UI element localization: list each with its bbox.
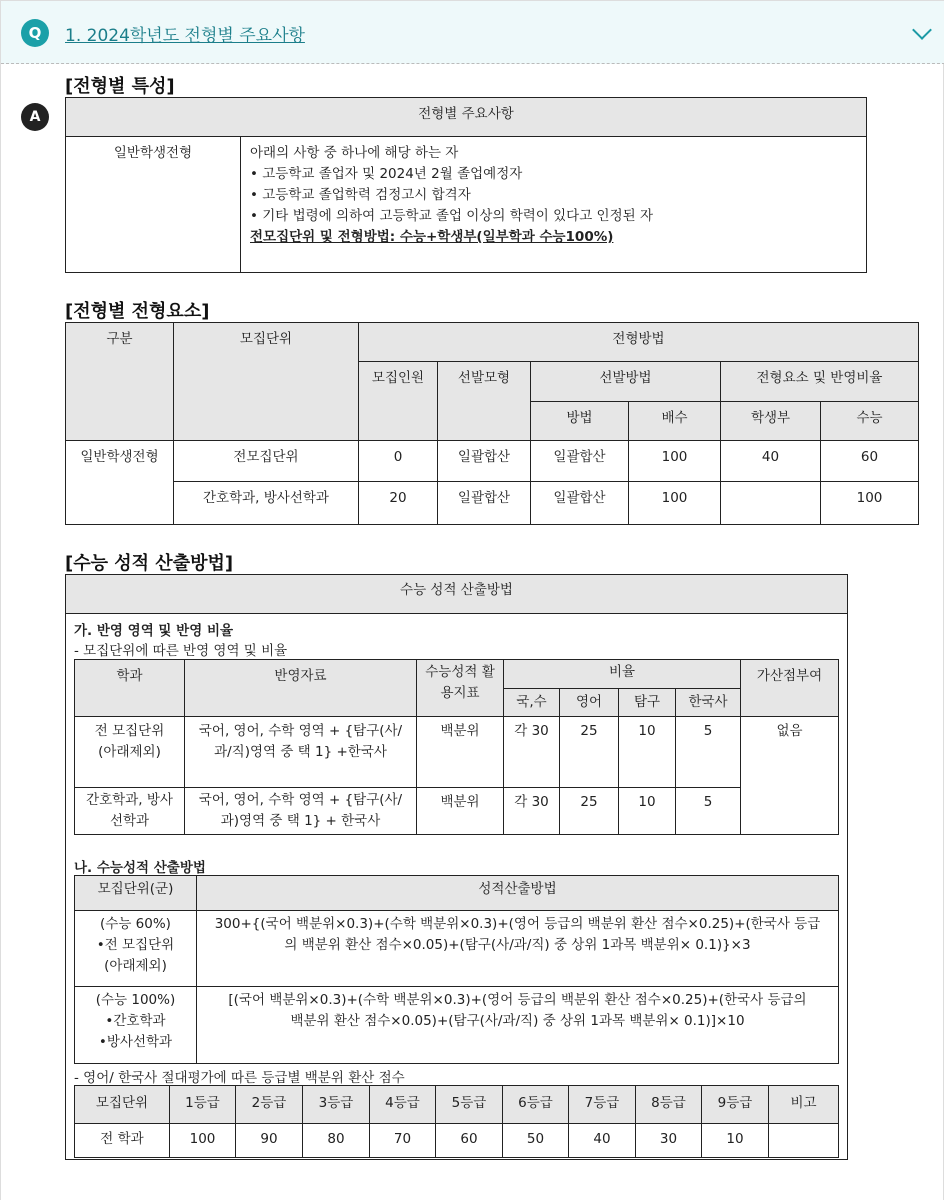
cell: 간호학과, 방사선학과 <box>174 482 359 525</box>
cell: 없음 <box>741 717 839 835</box>
header-cell: 전형방법 <box>359 323 919 362</box>
header-cell: 전형요소 및 반영비율 <box>721 362 919 402</box>
cell: 10 <box>619 788 676 835</box>
cell: 50 <box>503 1124 569 1158</box>
cell: 백분위 <box>417 717 504 788</box>
cell <box>769 1124 839 1158</box>
table-row <box>75 788 839 835</box>
header-cell: 선발모형 <box>438 362 531 441</box>
header-cell: 탐구 <box>619 689 676 717</box>
subsection-title: 나. 수능성적 산출방법 <box>74 860 206 876</box>
header-cell: 8등급 <box>636 1086 702 1124</box>
cell: 100 <box>629 441 721 482</box>
cell: 국어, 영어, 수학 영역 + {탐구(사/과/직)영역 중 택 1} +한국사 <box>185 717 417 788</box>
cell: 백분위 <box>417 788 504 835</box>
cell: 100 <box>629 482 721 525</box>
requirement-line: 아래의 사항 중 하나에 해당 하는 자 <box>250 145 459 161</box>
section-heading: [전형별 전형요소] <box>65 301 210 322</box>
header-cell: 수능 <box>821 402 919 441</box>
cell: 5 <box>676 788 741 835</box>
header-cell: 비율 <box>504 660 741 689</box>
cell: 전 모집단위 (아래제외) <box>75 717 185 788</box>
table-row <box>75 911 839 987</box>
header-cell: 1등급 <box>170 1086 236 1124</box>
selection-elements-table <box>65 322 919 525</box>
header-cell: 학생부 <box>721 402 821 441</box>
question-title-link[interactable]: 1. 2024학년도 전형별 주요사항 <box>65 26 305 46</box>
header-cell: 비고 <box>769 1086 839 1124</box>
section-heading: [전형별 특성] <box>65 76 175 97</box>
subsection-title: 가. 반영 영역 및 반영 비율 <box>74 623 234 639</box>
cell: 5 <box>676 717 741 788</box>
table-header: 전형별 주요사항 <box>66 98 867 137</box>
cell <box>721 482 821 525</box>
cell: 일괄합산 <box>438 482 531 525</box>
formula-cell: 300+{(국어 백분위×0.3)+(수학 백분위×0.3)+(영어 등급의 백분위 환산 점수×0.25)+(한국사 등급의 백분위 환산 점수×0.05)+(탐구(사/과/직) 중 상위 1과목 백분위× 0.1)}×3 <box>197 911 839 987</box>
section-heading: [수능 성적 산출방법] <box>65 553 234 574</box>
cell: 일괄합산 <box>531 482 629 525</box>
question-header[interactable] <box>1 0 944 64</box>
header-cell: 모집단위(군) <box>75 876 197 911</box>
cell: 100 <box>821 482 919 525</box>
cell: 일괄합산 <box>531 441 629 482</box>
header-cell: 선발방법 <box>531 362 721 402</box>
header-cell: 한국사 <box>676 689 741 717</box>
header-cell: 모집인원 <box>359 362 438 441</box>
header-cell: 2등급 <box>236 1086 303 1124</box>
cell: 0 <box>359 441 438 482</box>
method-note: 전모집단위 및 전형방법: 수능+학생부(일부학과 수능100%) <box>250 229 614 245</box>
cell: 60 <box>821 441 919 482</box>
cell: 80 <box>303 1124 370 1158</box>
cell: 일반학생전형 <box>66 441 174 525</box>
cell: 10 <box>619 717 676 788</box>
requirement-line: • 고등학교 졸업자 및 2024년 2월 졸업예정자 <box>250 166 523 182</box>
header-cell: 성적산출방법 <box>197 876 839 911</box>
admission-features-table <box>65 97 867 273</box>
cell: 25 <box>560 788 619 835</box>
cell: (수능 60%) <box>100 916 171 932</box>
requirement-line: • 기타 법령에 의하여 고등학교 졸업 이상의 학력이 있다고 인정된 자 <box>250 208 653 224</box>
cell: •전 모집단위 <box>96 937 175 953</box>
header-cell: 6등급 <box>503 1086 569 1124</box>
requirements-cell <box>241 137 867 273</box>
cell: 간호학과, 방사선학과 <box>75 788 185 835</box>
cell: 90 <box>236 1124 303 1158</box>
header-cell: 3등급 <box>303 1086 370 1124</box>
cell: 국어, 영어, 수학 영역 + {탐구(사/과)영역 중 택 1} + 한국사 <box>185 788 417 835</box>
header-cell: 영어 <box>560 689 619 717</box>
cell: (수능 100%) <box>95 992 176 1008</box>
table-row <box>66 482 919 525</box>
cell: 60 <box>436 1124 503 1158</box>
subsection-note: - 모집단위에 따른 반영 영역 및 비율 <box>74 643 288 659</box>
cell: 30 <box>636 1124 702 1158</box>
table-row <box>66 441 919 482</box>
cell: 40 <box>721 441 821 482</box>
cell: 전 학과 <box>75 1124 170 1158</box>
score-formula-table <box>74 875 839 1064</box>
cell: 20 <box>359 482 438 525</box>
header-cell: 구분 <box>66 323 174 441</box>
header-cell: 7등급 <box>569 1086 636 1124</box>
chevron-down-icon[interactable] <box>912 20 932 40</box>
table-row <box>75 987 839 1064</box>
header-cell: 4등급 <box>370 1086 436 1124</box>
formula-cell: [(국어 백분위×0.3)+(수학 백분위×0.3)+(영어 등급의 백분위 환산 점수×0.25)+(한국사 등급의 백분위 환산 점수×0.05)+(탐구(사/과/직) 중 상위 1과목 백분위× 0.1)]×10 <box>197 987 839 1064</box>
header-cell: 모집단위 <box>75 1086 170 1124</box>
header-cell: 방법 <box>531 402 629 441</box>
subsection-note: - 영어/ 한국사 절대평가에 따른 등급별 백분위 환산 점수 <box>74 1070 405 1086</box>
header-cell: 반영자료 <box>185 660 417 717</box>
cell: (아래제외) <box>104 958 167 974</box>
cell: 70 <box>370 1124 436 1158</box>
header-cell: 수능성적 활용지표 <box>417 660 504 717</box>
cell: 각 30 <box>504 788 560 835</box>
cell: 25 <box>560 717 619 788</box>
header-cell: 9등급 <box>702 1086 769 1124</box>
cell: 40 <box>569 1124 636 1158</box>
cell: 각 30 <box>504 717 560 788</box>
requirement-line: • 고등학교 졸업학력 검정고시 합격자 <box>250 187 471 203</box>
header-cell: 5등급 <box>436 1086 503 1124</box>
cell: •간호학과 <box>105 1013 166 1029</box>
header-cell: 모집단위 <box>174 323 359 441</box>
answer-badge-icon: A <box>21 103 49 131</box>
cell: 100 <box>170 1124 236 1158</box>
box-header: 수능 성적 산출방법 <box>66 575 847 614</box>
cell: •방사선학과 <box>98 1034 173 1050</box>
reflection-ratio-table <box>74 659 839 835</box>
header-cell: 학과 <box>75 660 185 717</box>
table-row <box>75 717 839 788</box>
cell: 10 <box>702 1124 769 1158</box>
header-cell: 배수 <box>629 402 721 441</box>
row-label: 일반학생전형 <box>66 137 241 273</box>
header-cell: 국,수 <box>504 689 560 717</box>
cell: 일괄합산 <box>438 441 531 482</box>
header-cell: 가산점부여 <box>741 660 839 717</box>
grade-conversion-table <box>74 1085 839 1158</box>
question-badge-icon: Q <box>21 19 49 47</box>
cell: 전모집단위 <box>174 441 359 482</box>
